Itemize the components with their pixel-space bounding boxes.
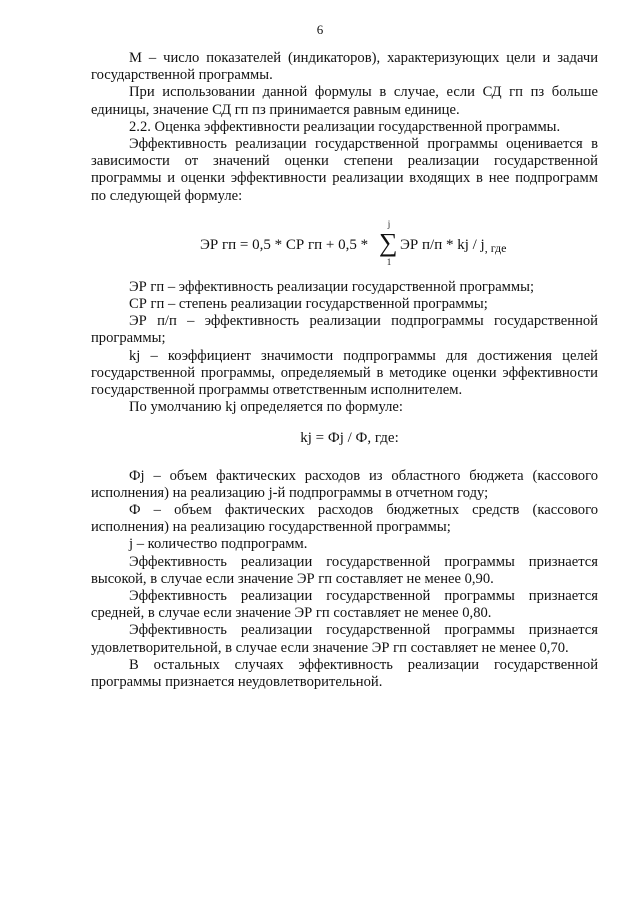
sum-upper-limit: j: [387, 218, 391, 229]
formula-left-part: ЭР гп = 0,5 * СР гп + 0,5 *: [200, 236, 369, 253]
paragraph: 2.2. Оценка эффективности реализации государственной программы.: [129, 118, 561, 135]
paragraph: Эффективность реализации государственной программы признается высокой, в случае если значение ЭР гп составляет не менее 0,90.: [91, 553, 598, 587]
paragraph-group-criteria: [91, 468, 598, 692]
sigma-symbol: ∑: [379, 227, 398, 257]
page-number: 6: [316, 22, 324, 37]
paragraph: Фj – объем фактических расходов из областного бюджета (кассового исполнения) на реализацию j-й подпрограммы в отчетном году;: [91, 467, 598, 501]
paragraph: СР гп – степень реализации государственной программы;: [129, 296, 488, 313]
paragraph: По умолчанию kj определяется по формуле:: [129, 399, 403, 416]
formula-right-part: [400, 237, 507, 254]
formula-efficiency: [91, 217, 598, 273]
paragraph: j – количество подпрограмм.: [129, 536, 308, 553]
paragraph: ЭР п/п – эффективность реализации подпрограммы государственной программы;: [91, 313, 598, 347]
paragraph: Ф – объем фактических расходов бюджетных средств (кассового исполнения) на реализацию государственной программы;: [91, 502, 598, 536]
formula-coefficient: kj = Фj / Ф, где:: [300, 430, 399, 447]
paragraph: М – число показателей (индикаторов), характеризующих цели и задачи государственной программы.: [91, 50, 598, 84]
paragraph: Эффективность реализации государственной программы оценивается в зависимости от значений оценки степени реализации государственной программы и оценки эффективности реализации входящих в нее подпрограмм по следующей формуле:: [91, 136, 598, 204]
formula-right-expression: ЭР п/п * kj / j: [400, 236, 485, 253]
sum-lower-limit: 1: [386, 256, 392, 267]
paragraph: Эффективность реализации государственной программы признается средней, в случае если значение ЭР гп составляет не менее 0,80.: [91, 588, 598, 622]
document-body: [91, 50, 598, 691]
paragraph: При использовании данной формулы в случае, если СД гп пз больше единицы, значение СД гп пз принимается равным единице.: [91, 84, 598, 118]
paragraph: ЭР гп – эффективность реализации государственной программы;: [129, 278, 534, 295]
paragraph: Эффективность реализации государственной программы признается удовлетворительной, в случае если значение ЭР гп составляет не менее 0,70.: [91, 622, 598, 656]
paragraph: kj – коэффициент значимости подпрограммы для достижения целей государственной программы, определяемый в методике оценки эффективности государственной программы ответственным исполнителем.: [91, 347, 598, 399]
paragraph-group-intro: [91, 50, 598, 205]
paragraph: В остальных случаях эффективность реализации государственной программы признается неудовлетворительной.: [91, 656, 598, 691]
paragraph-group-definitions: [91, 279, 598, 417]
formula-tail: , где: [484, 240, 507, 255]
